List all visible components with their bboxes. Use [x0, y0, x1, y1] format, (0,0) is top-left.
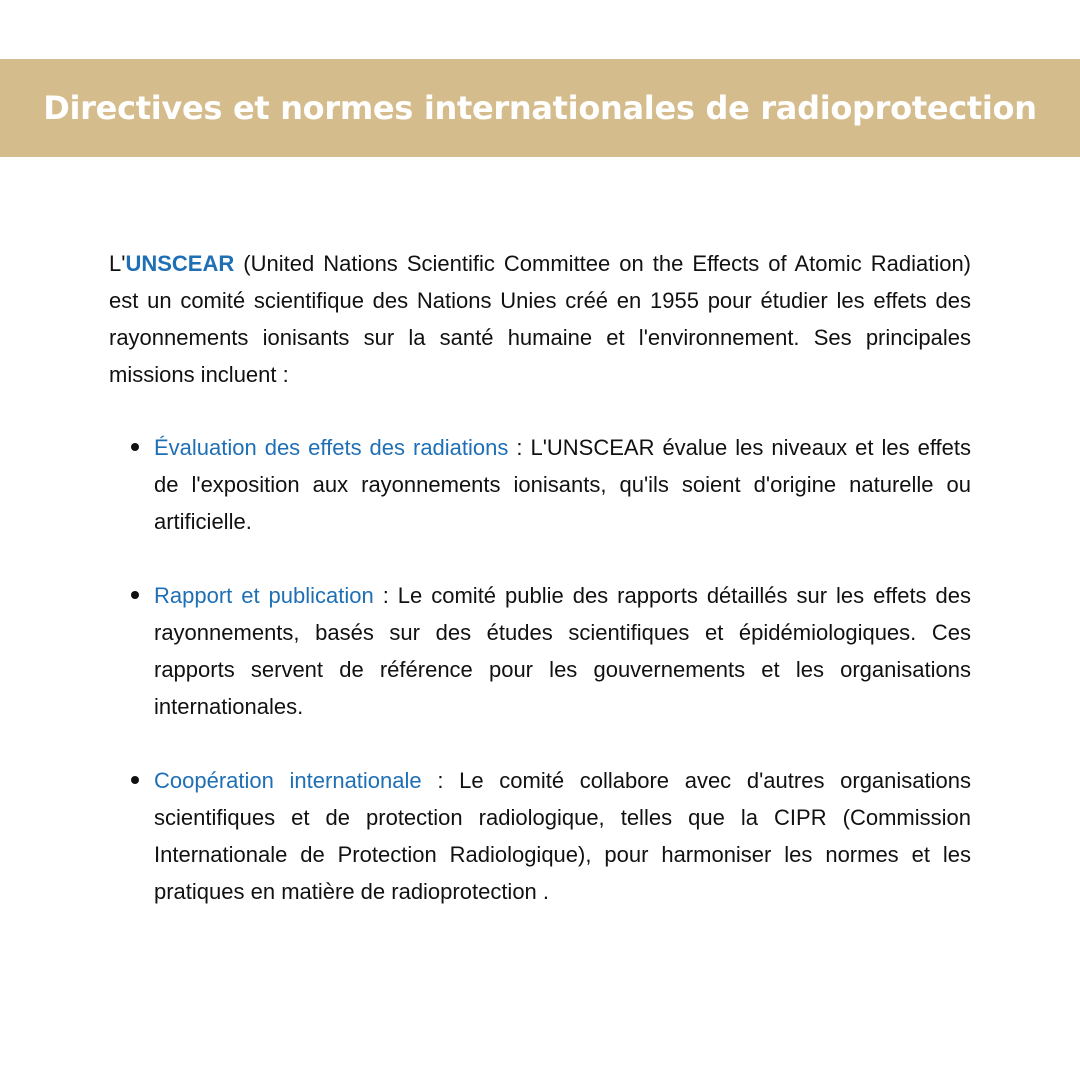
main-content [109, 245, 971, 910]
mission-title: Évaluation des effets des radiations [154, 435, 509, 460]
mission-title: Coopération internationale [154, 768, 422, 793]
mission-text: : L'UNSCEAR évalue les niveaux et les effets de l'exposition aux rayonnements ionisants, qu'ils soient d'origine naturelle ou artificielle. [154, 435, 971, 534]
mission-text: : Le comité collabore avec d'autres organisations scientifiques et de protection radiologique, telles que la CIPR (Commission Internationale de Protection Radiologique), pour harmoniser les normes et les pratiques en matière de radioprotection . [154, 768, 971, 904]
bullet-icon [131, 591, 139, 599]
mission-title: Rapport et publication [154, 583, 374, 608]
list-item [109, 762, 971, 910]
page-title: Directives et normes internationales de radioprotection [43, 89, 1037, 127]
list-item [109, 429, 971, 540]
missions-list [109, 429, 971, 910]
title-banner [0, 59, 1080, 157]
unscear-highlight: UNSCEAR [125, 251, 235, 276]
intro-paragraph [109, 245, 971, 393]
intro-prefix: L' [109, 251, 126, 276]
bullet-icon [131, 443, 139, 451]
bullet-icon [131, 776, 139, 784]
mission-text: : Le comité publie des rapports détaillés sur les effets des rayonnements, basés sur des études scientifiques et épidémiologiques. Ces rapports servent de référence pour les gouvernements et les organisations internationales. [154, 583, 971, 719]
intro-text: (United Nations Scientific Committee on the Effects of Atomic Radiation) est un comité scientifique des Nations Unies créé en 1955 pour étudier les effets des rayonnements ionisants sur la santé humaine et l'environnement. Ses principales missions incluent : [109, 251, 971, 387]
list-item [109, 577, 971, 725]
